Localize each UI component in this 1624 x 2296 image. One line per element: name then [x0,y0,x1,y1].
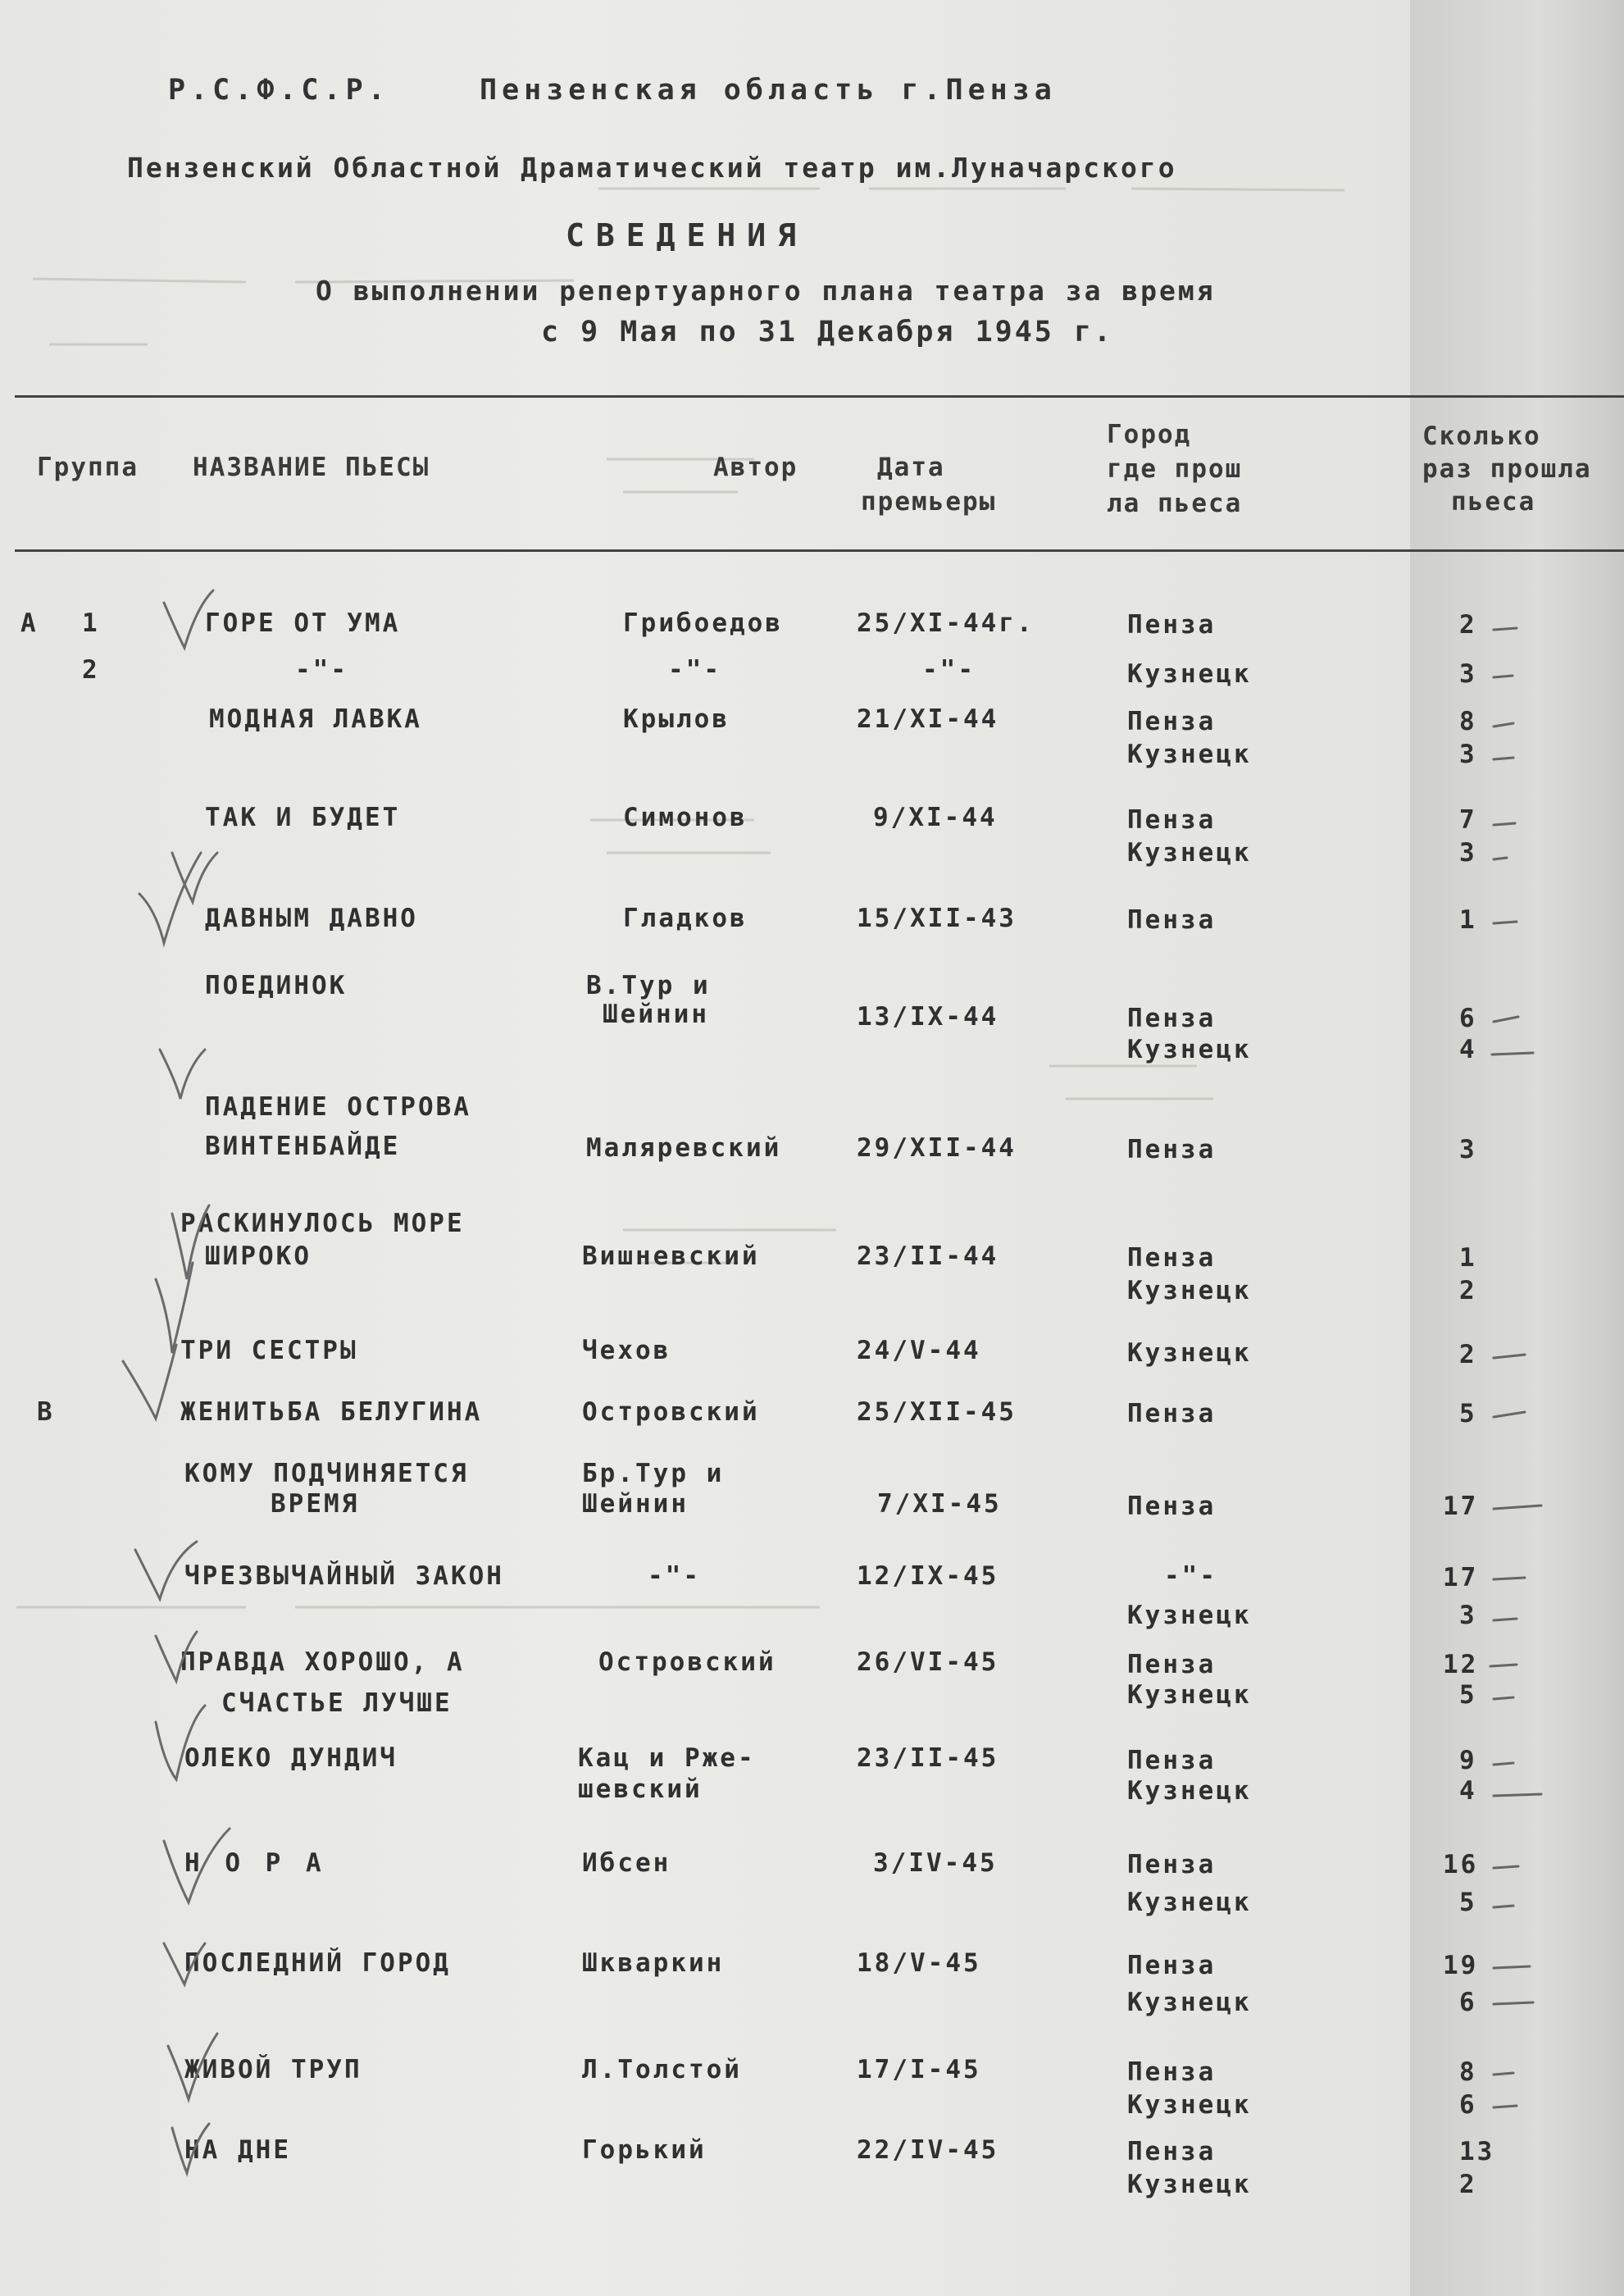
col-city-1: Город [1107,420,1192,449]
check-mark [164,590,213,648]
row-5-count: 6 [1459,1004,1477,1033]
row-2-author: Крылов [623,704,730,734]
row-15-city: Пенза [1127,1951,1217,1980]
row-7-city: Пенза [1127,1243,1217,1273]
row-10-author: Бр.Тур и [582,1459,725,1488]
row-2-count: 8 [1459,707,1477,736]
row-12-city: Пенза [1127,1650,1217,1679]
row-6-date: 29/XII-44 [857,1133,1017,1163]
row-6-author: Маляревский [586,1133,782,1163]
check-mark [168,2034,217,2099]
row-16-date: 17/I-45 [857,2055,981,2084]
row-11-author: -"- [648,1561,701,1591]
row-2-count2: 3 [1459,740,1477,769]
check-mark [123,1345,176,1419]
row-15-count2: 6 [1459,1988,1477,2017]
row-14-date: 3/IV-45 [873,1848,998,1878]
row-13-play: ОЛЕКО ДУНДИЧ [184,1743,398,1773]
row-15-author: Шкваркин [582,1948,725,1978]
row-9-play: ЖЕНИТЬБА БЕЛУГИНА [180,1397,483,1427]
row-4-count: 1 [1459,905,1477,935]
row-3-city: Пенза [1127,805,1217,835]
row-7-count2: 2 [1459,1276,1477,1305]
row-6-count: 3 [1459,1135,1477,1164]
check-mark [164,1943,205,1984]
check-mark [156,1706,205,1779]
row-8-author: Чехов [582,1336,671,1365]
row-15-count: 19 [1443,1951,1479,1980]
check-mark [156,1632,197,1681]
row-1-date: -"- [922,655,976,685]
row-12-city2: Кузнецк [1127,1680,1252,1710]
row-14-play: Н О Р А [184,1848,326,1878]
row-14-city2: Кузнецк [1127,1888,1252,1917]
row-7-author: Вишневский [582,1241,760,1271]
row-1-play: -"- [295,655,348,685]
row-0-play: ГОРЕ ОТ УМА [205,608,401,638]
row-3-city2: Кузнецк [1127,838,1252,868]
row-10-play2: ВРЕМЯ [271,1489,360,1519]
row-13-count: 9 [1459,1746,1477,1775]
row-5-city2: Кузнецк [1127,1035,1252,1064]
row-13-author: Кац и Рже- [578,1743,756,1773]
row-16-count2: 6 [1459,2090,1477,2120]
group-number-2: 2 [82,655,100,685]
row-7-count: 1 [1459,1243,1477,1273]
row-14-count2: 5 [1459,1888,1477,1917]
row-7-date: 23/II-44 [857,1241,999,1271]
row-17-play: НА ДНЕ [184,2135,291,2165]
document-title: СВЕДЕНИЯ [566,217,808,253]
row-11-city: -"- [1164,1561,1217,1591]
row-14-city: Пенза [1127,1850,1217,1879]
row-13-count2: 4 [1459,1776,1477,1806]
row-17-city2: Кузнецк [1127,2170,1252,2199]
check-mark [164,1829,230,1902]
col-author: Автор [713,453,798,482]
row-12-count2: 5 [1459,1680,1477,1710]
row-17-count: 13 [1459,2137,1495,2166]
group-number-1: 1 [82,608,100,638]
row-4-date: 15/XII-43 [857,904,1017,933]
row-1-count: 3 [1459,659,1477,689]
row-4-author: Гладков [623,904,748,933]
row-17-count2: 2 [1459,2170,1477,2199]
row-2-date: 21/XI-44 [857,704,999,734]
row-12-count: 12 [1443,1650,1479,1679]
row-3-author: Симонов [623,803,748,832]
row-14-count: 16 [1443,1850,1479,1879]
row-14-author: Ибсен [582,1848,671,1878]
row-13-author2: шевский [578,1774,703,1804]
header-region: Пензенская область г.Пенза [480,74,1057,107]
row-3-date: 9/XI-44 [873,803,998,832]
row-11-count2: 3 [1459,1601,1477,1630]
row-4-play: ДАВНЫМ ДАВНО [205,904,418,933]
col-city-2: где прош [1107,454,1243,484]
col-date-1: Дата [877,453,945,482]
row-16-city: Пенза [1127,2057,1217,2087]
row-15-play: ПОСЛЕДНИЙ ГОРОД [184,1948,451,1978]
row-13-date: 23/II-45 [857,1743,999,1773]
row-11-play: ЧРЕЗВЫЧАЙНЫЙ ЗАКОН [184,1561,504,1591]
subtitle-line-1: О выполнении репертуарного плана театра за время [316,275,1216,307]
row-1-author: -"- [668,655,721,685]
col-group: Группа [37,453,139,482]
row-5-author2: Шейнин [603,1000,709,1029]
row-9-city: Пенза [1127,1399,1217,1428]
col-date-2: премьеры [861,487,997,517]
row-15-date: 18/V-45 [857,1948,981,1978]
check-mark [135,1542,197,1599]
col-city-3: ла пьеса [1107,489,1243,518]
row-7-play: РАСКИНУЛОСЬ МОРЕ [180,1209,465,1238]
col-count-2: раз прошла [1422,454,1592,484]
group-label-a: А [20,608,39,638]
row-16-city2: Кузнецк [1127,2090,1252,2120]
row-17-author: Горький [582,2135,707,2165]
row-12-author: Островский [598,1647,776,1677]
row-5-date: 13/IX-44 [857,1002,999,1032]
row-9-author: Островский [582,1397,760,1427]
col-count-3: пьеса [1451,487,1536,517]
row-10-date: 7/XI-45 [877,1489,1002,1519]
row-6-play2: ВИНТЕНБАЙДЕ [205,1132,401,1161]
check-mark [172,2124,209,2173]
row-3-play: ТАК И БУДЕТ [205,803,401,832]
row-8-count: 2 [1459,1340,1477,1369]
row-8-date: 24/V-44 [857,1336,981,1365]
row-16-count: 8 [1459,2057,1477,2087]
row-2-play: МОДНАЯ ЛАВКА [209,704,422,734]
row-13-city2: Кузнецк [1127,1776,1252,1806]
row-12-play2: СЧАСТЬЕ ЛУЧШЕ [221,1688,453,1718]
group-label-b: В [37,1397,55,1427]
col-count-1: Сколько [1422,421,1541,451]
row-7-play2: ШИРОКО [205,1241,312,1271]
row-16-author: Л.Толстой [582,2055,742,2084]
row-9-count: 5 [1459,1399,1477,1428]
row-0-date: 25/XI-44г. [857,608,1035,638]
row-6-play: ПАДЕНИЕ ОСТРОВА [205,1092,471,1122]
row-7-city2: Кузнецк [1127,1276,1252,1305]
col-play: НАЗВАНИЕ ПЬЕСЫ [193,453,430,482]
row-1-city: Кузнецк [1127,659,1252,689]
header-rsfsr: Р.С.Ф.С.Р. [168,74,390,107]
row-10-play: КОМУ ПОДЧИНЯЕТСЯ [184,1459,469,1488]
header-theatre: Пензенский Областной Драматический театр им.Луначарского [127,152,1177,184]
row-10-author2: Шейнин [582,1489,689,1519]
row-17-date: 22/IV-45 [857,2135,999,2165]
row-6-city: Пенза [1127,1135,1217,1164]
row-11-date: 12/IX-45 [857,1561,999,1591]
row-13-city: Пенза [1127,1746,1217,1775]
row-8-play: ТРИ СЕСТРЫ [180,1336,358,1365]
row-17-city: Пенза [1127,2137,1217,2166]
row-2-city2: Кузнецк [1127,740,1252,769]
row-10-count: 17 [1443,1492,1479,1521]
row-0-city: Пенза [1127,610,1217,640]
row-11-count: 17 [1443,1563,1479,1592]
row-16-play: ЖИВОЙ ТРУП [184,2055,362,2084]
row-12-play: ПРАВДА ХОРОШО, А [180,1647,465,1677]
row-11-city2: Кузнецк [1127,1601,1252,1630]
subtitle-line-2: с 9 Мая по 31 Декабря 1945 г. [541,316,1114,348]
check-mark [160,1050,205,1099]
row-5-city: Пенза [1127,1004,1217,1033]
row-15-city2: Кузнецк [1127,1988,1252,2017]
row-5-play: ПОЕДИНОК [205,971,348,1000]
row-12-date: 26/VI-45 [857,1647,999,1677]
row-0-author: Грибоедов [623,608,783,638]
row-5-count2: 4 [1459,1035,1477,1064]
row-10-city: Пенза [1127,1492,1217,1521]
row-2-city: Пенза [1127,707,1217,736]
row-0-count: 2 [1459,610,1477,640]
row-9-date: 25/XII-45 [857,1397,1017,1427]
row-3-count2: 3 [1459,838,1477,868]
row-4-city: Пенза [1127,905,1217,935]
row-3-count: 7 [1459,805,1477,835]
row-5-author: В.Тур и [586,971,711,1000]
row-8-city: Кузнецк [1127,1338,1252,1368]
